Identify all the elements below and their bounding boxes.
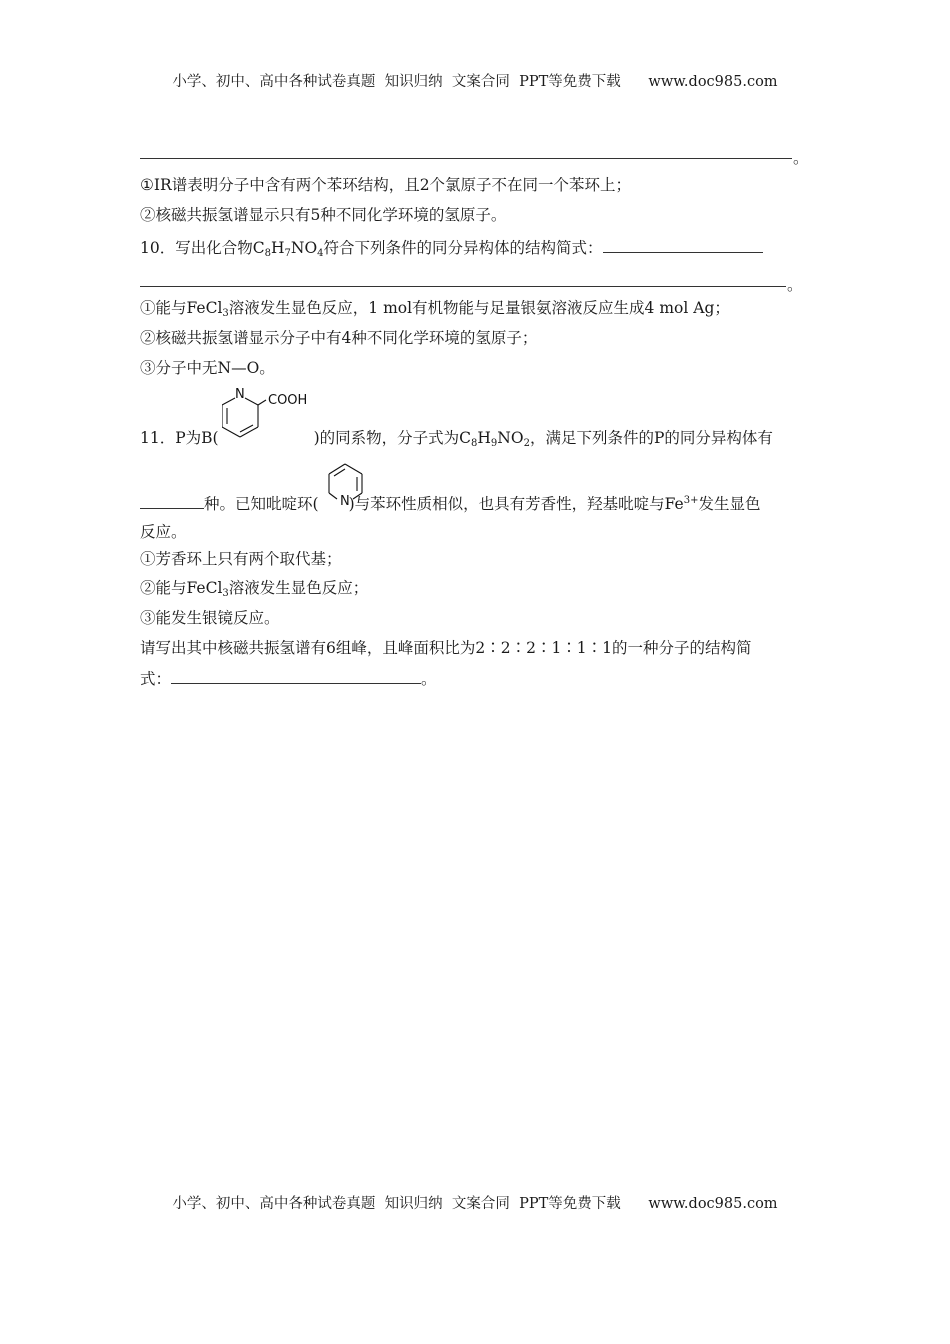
question-11-line-2: [140, 490, 760, 515]
condition-text: ②核磁共振氢谱显示只有5种不同化学环境的氢原子。: [140, 206, 507, 224]
nitrogen-label: N: [235, 387, 245, 402]
formula-text: NO: [290, 239, 318, 257]
condition-text: ③分子中无N—O。: [140, 359, 275, 377]
question-text: )与苯环性质相似，也具有芳香性，羟基吡啶与Fe: [348, 495, 684, 513]
question-text: 符合下列条件的同分异构体的结构简式：: [323, 239, 603, 257]
subscript: 3: [222, 308, 229, 319]
question-text: 反应。: [140, 523, 187, 541]
subscript: 7: [284, 248, 291, 259]
answer-blank-line: [140, 158, 792, 159]
question-text: 发生显色: [698, 495, 761, 513]
condition-text: ①IR谱表明分子中含有两个苯环结构，且2个氯原子不在同一个苯环上；: [140, 176, 632, 194]
question-text: 种。已知吡啶环(: [204, 495, 319, 513]
question-text: 请写出其中核磁共振氢谱有6组峰，且峰面积比为2∶2∶2∶1∶1∶1的一种分子的结构简: [140, 639, 752, 657]
superscript: 3+: [683, 495, 699, 506]
condition-text: [140, 297, 730, 325]
carboxyl-label: COOH: [268, 393, 308, 408]
condition-part: 溶液发生显色反应，1 mol有机物能与足量银氨溶液反应生成4 mol Ag；: [228, 299, 730, 317]
end-mark: 。: [793, 149, 809, 167]
subscript: 9: [490, 438, 498, 449]
condition-text: ①芳香环上只有两个取代基；: [140, 550, 342, 568]
answer-blank: [140, 492, 204, 509]
question-answer-line: [140, 667, 437, 690]
condition-part: ①能与FeCl: [140, 299, 223, 317]
question-10-stem: [140, 236, 763, 265]
formula-text: 10．写出化合物C: [140, 239, 265, 257]
subscript: 2: [523, 438, 530, 449]
answer-blank-line: [140, 286, 786, 287]
answer-blank: [171, 667, 421, 684]
subscript: 4: [317, 248, 324, 259]
question-11-stem: [140, 427, 773, 455]
nitrogen-label: N: [340, 494, 350, 509]
question-text: 式：: [140, 670, 172, 688]
page-header: 小学、初中、高中各种试卷真题 知识归纳 文案合同 PPT等免费下载 www.doc985.com: [172, 74, 778, 90]
subscript: 3: [222, 588, 229, 599]
formula-text: H: [477, 429, 491, 447]
formula-text: H: [270, 239, 285, 257]
condition-text: [140, 577, 368, 605]
end-mark: 。: [787, 276, 803, 294]
condition-text: ②核磁共振氢谱显示分子中有4种不同化学环境的氢原子；: [140, 329, 538, 347]
question-text: )的同系物，分子式为C: [313, 429, 472, 447]
page-footer: 小学、初中、高中各种试卷真题 知识归纳 文案合同 PPT等免费下载 www.doc985.com: [172, 1196, 778, 1212]
subscript: 8: [471, 438, 478, 449]
question-text: 11．P为B(: [140, 429, 219, 447]
formula-text: NO: [497, 429, 524, 447]
answer-blank: [603, 236, 763, 253]
condition-part: ②能与FeCl: [140, 579, 223, 597]
question-text: ，满足下列条件的P的同分异构体有: [529, 429, 773, 447]
condition-part: 溶液发生显色反应；: [228, 579, 369, 597]
subscript: 8: [264, 248, 271, 259]
end-mark: 。: [421, 670, 437, 688]
condition-text: ③能发生银镜反应。: [140, 609, 280, 627]
